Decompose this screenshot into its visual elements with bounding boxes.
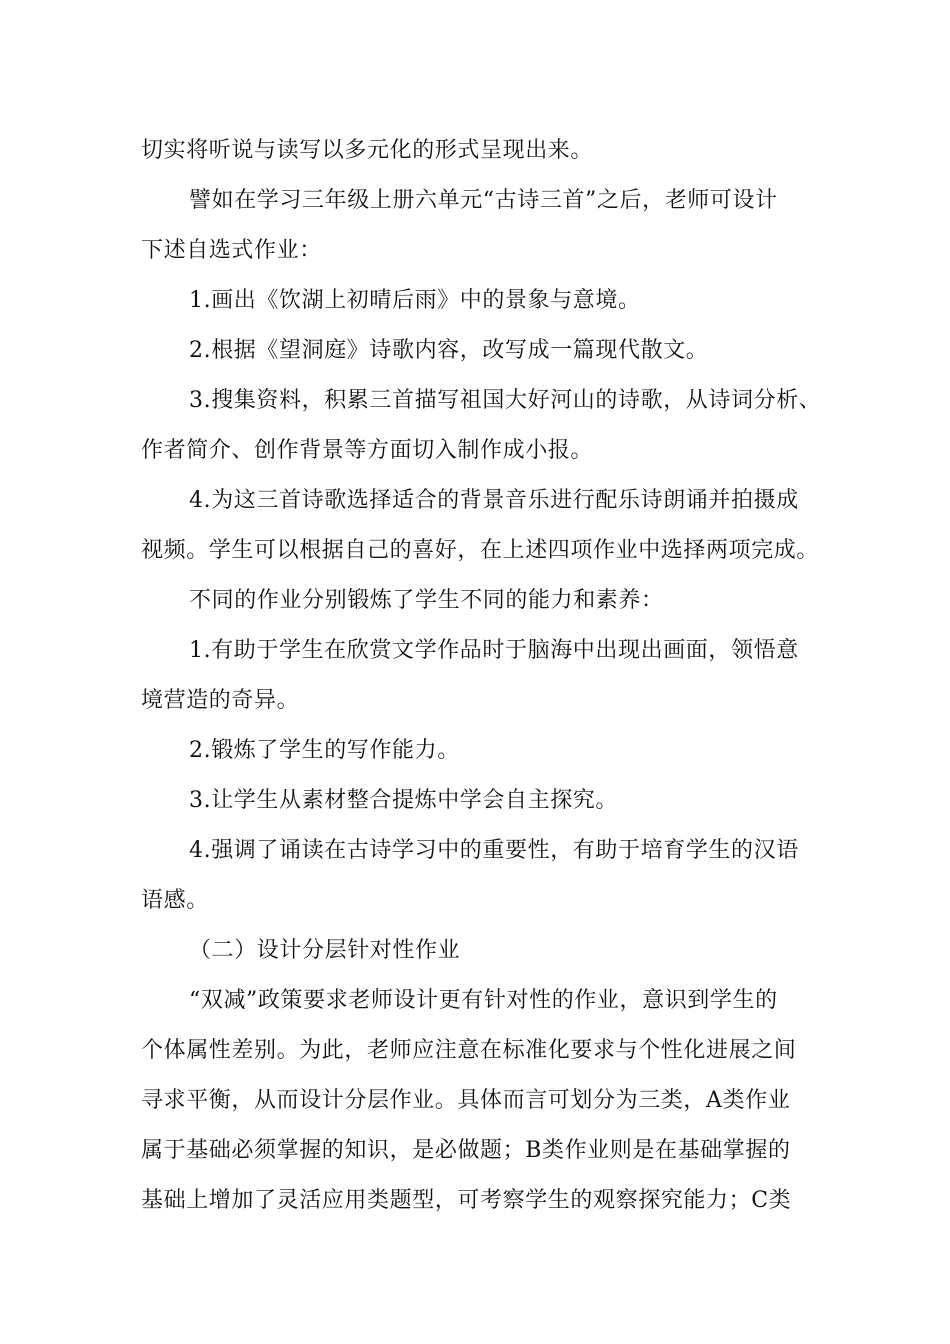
section-heading: （二）设计分层针对性作业 [189, 938, 461, 963]
text-line: 属于基础必须掌握的知识，是必做题；B类作业则是在基础掌握的 [141, 1138, 791, 1163]
text-line: 譬如在学习三年级上册六单元“古诗三首”之后，老师可设计 [189, 188, 778, 213]
list-item: 2.锻炼了学生的写作能力。 [189, 738, 460, 763]
text-line: 不同的作业分别锻炼了学生不同的能力和素养： [189, 588, 664, 613]
list-item: 2.根据《望洞庭》诗歌内容，改写成一篇现代散文。 [189, 338, 709, 363]
list-item: 4.为这三首诗歌选择适合的背景音乐进行配乐诗朗诵并拍摄成 [189, 488, 799, 513]
text-line: 作者简介、创作背景等方面切入制作成小报。 [141, 438, 594, 463]
text-line: 下述自选式作业： [141, 238, 322, 263]
list-item: 1.画出《饮湖上初晴后雨》中的景象与意境。 [189, 288, 641, 313]
list-item: 3.让学生从素材整合提炼中学会自主探究。 [189, 788, 618, 813]
list-item: 4.强调了诵读在古诗学习中的重要性，有助于培育学生的汉语 [189, 838, 799, 863]
text-line: 视频。学生可以根据自己的喜好，在上述四项作业中选择两项完成。 [141, 538, 820, 563]
text-line: 境营造的奇异。 [141, 688, 300, 713]
list-item: 1.有助于学生在欣赏文学作品时于脑海中出现出画面，领悟意 [189, 638, 799, 663]
text-line: 切实将听说与读写以多元化的形式呈现出来。 [141, 138, 594, 163]
text-line: 个体属性差别。为此，老师应注意在标准化要求与个性化进展之间 [141, 1038, 797, 1063]
text-line: “双减”政策要求老师设计更有针对性的作业，意识到学生的 [189, 988, 778, 1013]
text-line: 语感。 [141, 888, 209, 913]
list-item: 3.搜集资料，积累三首描写祖国大好河山的诗歌，从诗词分析、 [189, 388, 822, 413]
text-line: 寻求平衡，从而设计分层作业。具体而言可划分为三类，A类作业 [141, 1088, 791, 1113]
text-line: 基础上增加了灵活应用类题型，可考察学生的观察探究能力；C类 [141, 1188, 792, 1213]
